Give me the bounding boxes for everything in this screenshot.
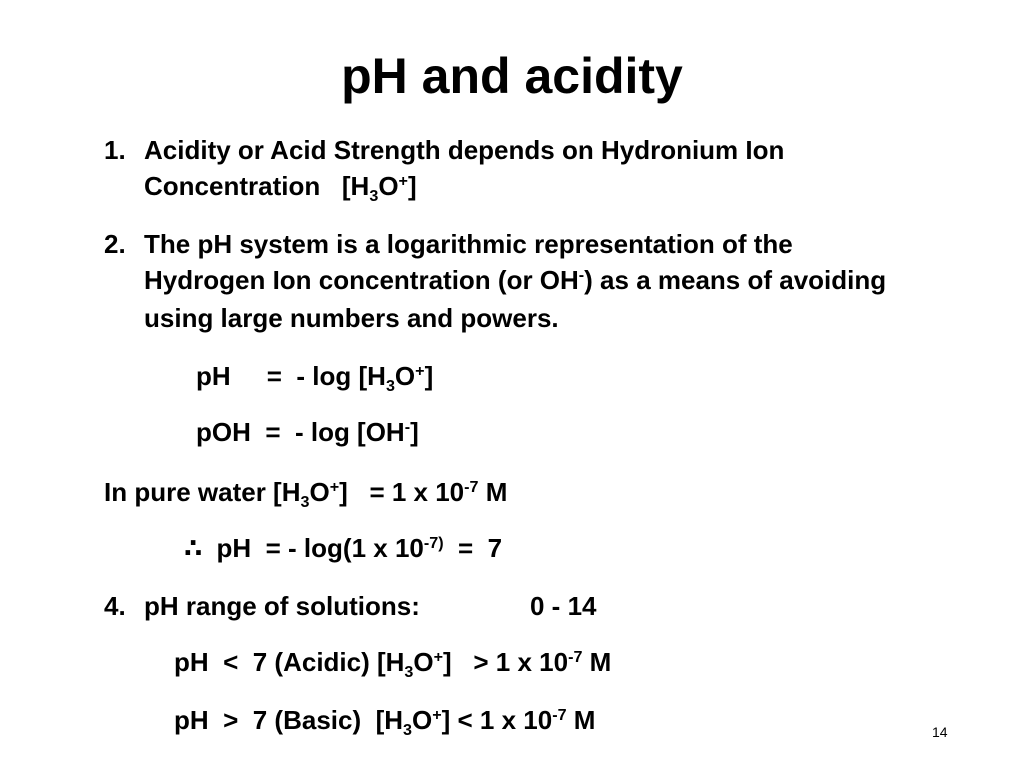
item-2-text: The pH system is a logarithmic representation of the <box>144 229 793 259</box>
item-1-number: 1. <box>104 135 126 165</box>
item-2-line-2 <box>144 262 886 298</box>
equation-text: ] <box>410 417 419 447</box>
pure-water-text: M <box>478 477 508 507</box>
subscript: 3 <box>385 376 395 395</box>
pure-water-line <box>104 474 507 510</box>
basic-text: M <box>566 705 596 735</box>
therefore-icon: ∴ <box>184 533 203 563</box>
acidic-text: O <box>413 647 434 677</box>
exponent: -7 <box>552 706 567 725</box>
therefore-line <box>184 530 502 566</box>
item-1-text: Acidity or Acid Strength depends on Hydronium Ion <box>144 135 785 165</box>
acidic-text: M <box>582 647 612 677</box>
item-1-line-2 <box>144 168 417 204</box>
poh-equation <box>196 414 419 450</box>
formula-text: ] <box>407 171 417 201</box>
superscript: + <box>433 648 444 667</box>
item-1-concentration-text: Concentration [H <box>144 171 370 201</box>
pure-water-text: ] = 1 x 10 <box>339 477 465 507</box>
pure-water-text: In pure water [H <box>104 477 301 507</box>
subscript: 3 <box>403 720 412 739</box>
ph-range-value: 0 - 14 <box>530 591 597 621</box>
slide-title: pH and acidity <box>341 48 683 104</box>
item-2-text: ) as a means of avoiding <box>584 265 887 295</box>
subscript: 3 <box>369 186 379 205</box>
therefore-text: pH = - log(1 x 10 <box>202 533 424 563</box>
slide-number: 14 <box>932 724 948 740</box>
basic-text: ] < 1 x 10 <box>441 705 553 735</box>
item-2-line-1 <box>0 226 1024 262</box>
item-2-line-3: using large numbers and powers. <box>144 303 559 333</box>
exponent: -7 <box>568 648 583 667</box>
acidic-text: ] > 1 x 10 <box>443 647 569 677</box>
basic-text: O <box>411 705 433 735</box>
formula-text: O <box>378 171 399 201</box>
equation-text: O <box>394 361 416 391</box>
ph-equation <box>196 358 433 394</box>
item-1-line-1 <box>0 132 1024 168</box>
basic-line <box>174 702 595 738</box>
acidic-text: pH < 7 (Acidic) [H <box>174 647 405 677</box>
pure-water-text: O <box>309 477 330 507</box>
item-4-label: pH range of solutions: <box>144 591 420 621</box>
equation-text: pOH = - log [OH <box>196 417 405 447</box>
superscript: - <box>578 266 585 285</box>
exponent: -7 <box>464 478 479 497</box>
exponent: -7) <box>423 534 444 553</box>
item-4-number: 4. <box>104 591 126 621</box>
superscript: + <box>398 172 408 191</box>
equation-text: ] <box>424 361 434 391</box>
item-4-line <box>0 588 1024 624</box>
superscript: + <box>432 706 442 725</box>
superscript: + <box>329 478 340 497</box>
superscript: - <box>404 418 411 437</box>
acidic-line <box>174 644 611 680</box>
therefore-text: = 7 <box>443 533 503 563</box>
equation-text: pH = - log [H <box>196 361 386 391</box>
item-2-text: Hydrogen Ion concentration (or OH <box>144 265 579 295</box>
item-2-number: 2. <box>104 229 126 259</box>
basic-text: pH > 7 (Basic) [H <box>174 705 403 735</box>
superscript: + <box>415 362 425 381</box>
subscript: 3 <box>404 662 414 681</box>
subscript: 3 <box>300 492 310 511</box>
